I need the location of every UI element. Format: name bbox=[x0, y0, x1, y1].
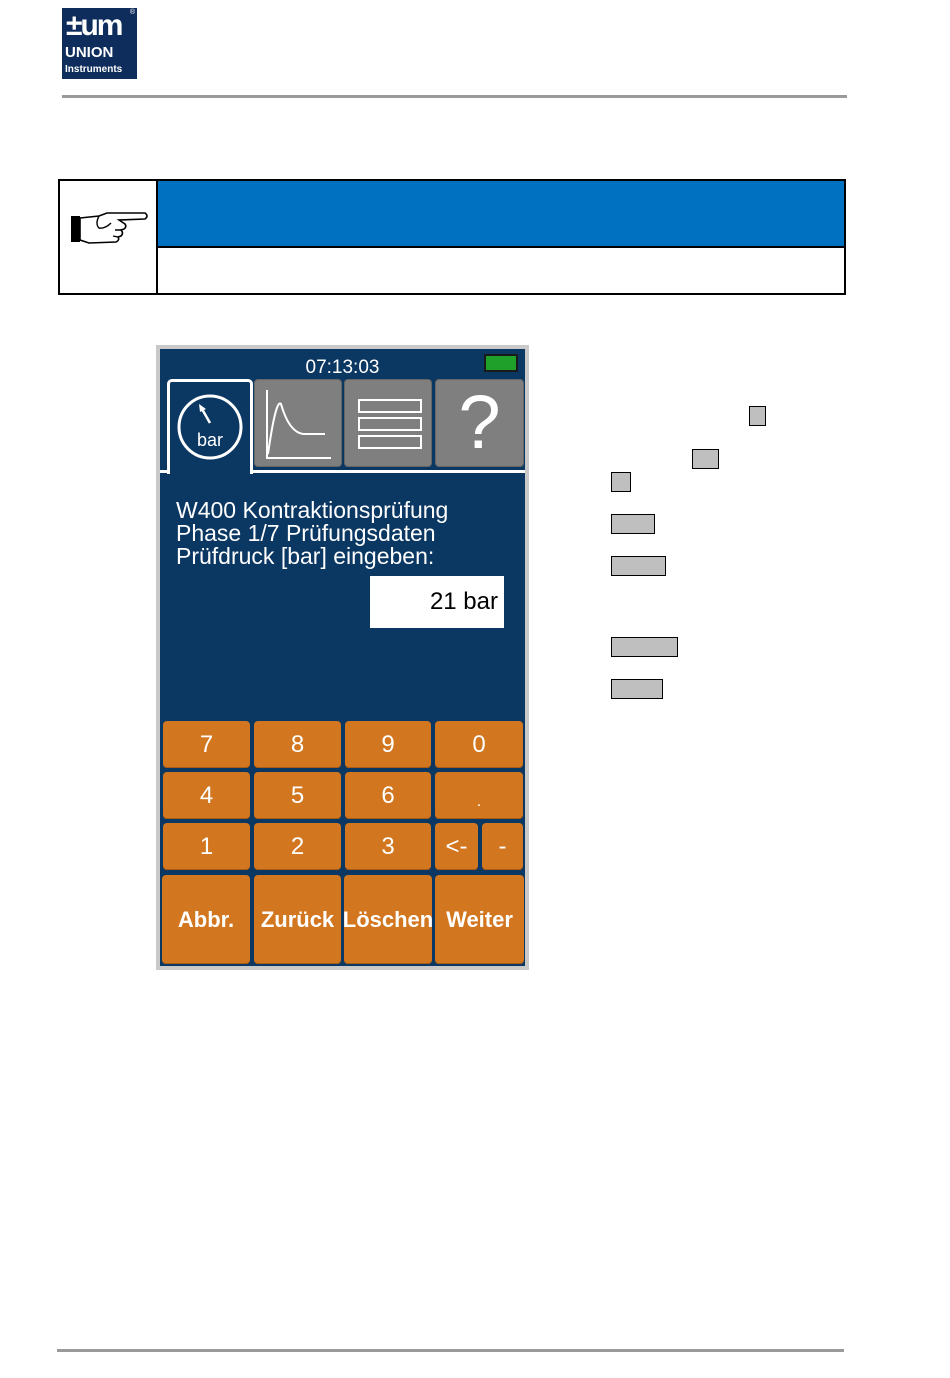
logo-registered: ® bbox=[129, 9, 135, 16]
key-chip-4 bbox=[611, 514, 655, 534]
prompt-line-2: Phase 1/7 Prüfungsdaten bbox=[176, 520, 436, 546]
key-chip-3 bbox=[611, 472, 631, 492]
tab-list[interactable] bbox=[344, 379, 432, 467]
key-5[interactable]: 5 bbox=[254, 772, 341, 819]
note-icon-cell bbox=[60, 181, 158, 293]
key-4[interactable]: 4 bbox=[163, 772, 250, 819]
key-0[interactable]: 0 bbox=[435, 721, 523, 768]
clock: 07:13:03 bbox=[305, 357, 380, 378]
key-chip-2 bbox=[692, 449, 719, 469]
next-button[interactable]: Weiter bbox=[435, 875, 524, 964]
key-chip-5 bbox=[611, 556, 666, 576]
key-chip-6 bbox=[611, 637, 678, 657]
device-screen bbox=[160, 349, 525, 966]
key-chip-7 bbox=[611, 679, 663, 699]
note-box bbox=[58, 179, 846, 295]
prompt-text bbox=[176, 499, 448, 568]
device-frame bbox=[156, 345, 529, 970]
logo-instruments: Instruments bbox=[65, 64, 123, 75]
gauge-icon bbox=[175, 392, 245, 462]
key-chip-1 bbox=[749, 406, 766, 426]
key-8[interactable]: 8 bbox=[254, 721, 341, 768]
curve-graph-icon bbox=[259, 384, 339, 464]
tab-measure[interactable] bbox=[167, 379, 253, 474]
key-minus[interactable]: - bbox=[482, 823, 523, 870]
note-header-bar bbox=[158, 181, 844, 248]
tab-measure-label: bar bbox=[196, 430, 223, 450]
tab-help[interactable] bbox=[435, 379, 524, 467]
key-3[interactable]: 3 bbox=[345, 823, 431, 870]
prompt-line-3: Prüfdruck [bar] eingeben: bbox=[176, 543, 435, 569]
pointing-hand-icon bbox=[69, 210, 149, 254]
battery-icon bbox=[484, 354, 518, 372]
footer-divider bbox=[57, 1349, 844, 1352]
tab-baseline-right bbox=[250, 470, 525, 473]
union-instruments-logo bbox=[62, 8, 137, 79]
key-6[interactable]: 6 bbox=[345, 772, 431, 819]
key-2[interactable]: 2 bbox=[254, 823, 341, 870]
list-icon bbox=[349, 384, 429, 464]
key-decimal[interactable]: . bbox=[435, 772, 523, 819]
key-backspace[interactable]: <- bbox=[435, 823, 478, 870]
help-icon: ? bbox=[458, 380, 501, 465]
tab-baseline-left bbox=[160, 470, 168, 473]
prompt-line-1: W400 Kontraktionsprüfung bbox=[176, 497, 449, 523]
key-7[interactable]: 7 bbox=[163, 721, 250, 768]
header-divider bbox=[62, 95, 847, 98]
logo-mark: ±um bbox=[66, 9, 122, 42]
delete-button[interactable]: Löschen bbox=[344, 875, 432, 964]
logo-union: UNION bbox=[65, 44, 114, 61]
key-9[interactable]: 9 bbox=[345, 721, 431, 768]
abort-button[interactable]: Abbr. bbox=[162, 875, 250, 964]
back-button[interactable]: Zurück bbox=[254, 875, 341, 964]
key-1[interactable]: 1 bbox=[163, 823, 250, 870]
pressure-input[interactable]: 21 bar bbox=[370, 576, 504, 628]
tab-graph[interactable] bbox=[254, 379, 342, 467]
